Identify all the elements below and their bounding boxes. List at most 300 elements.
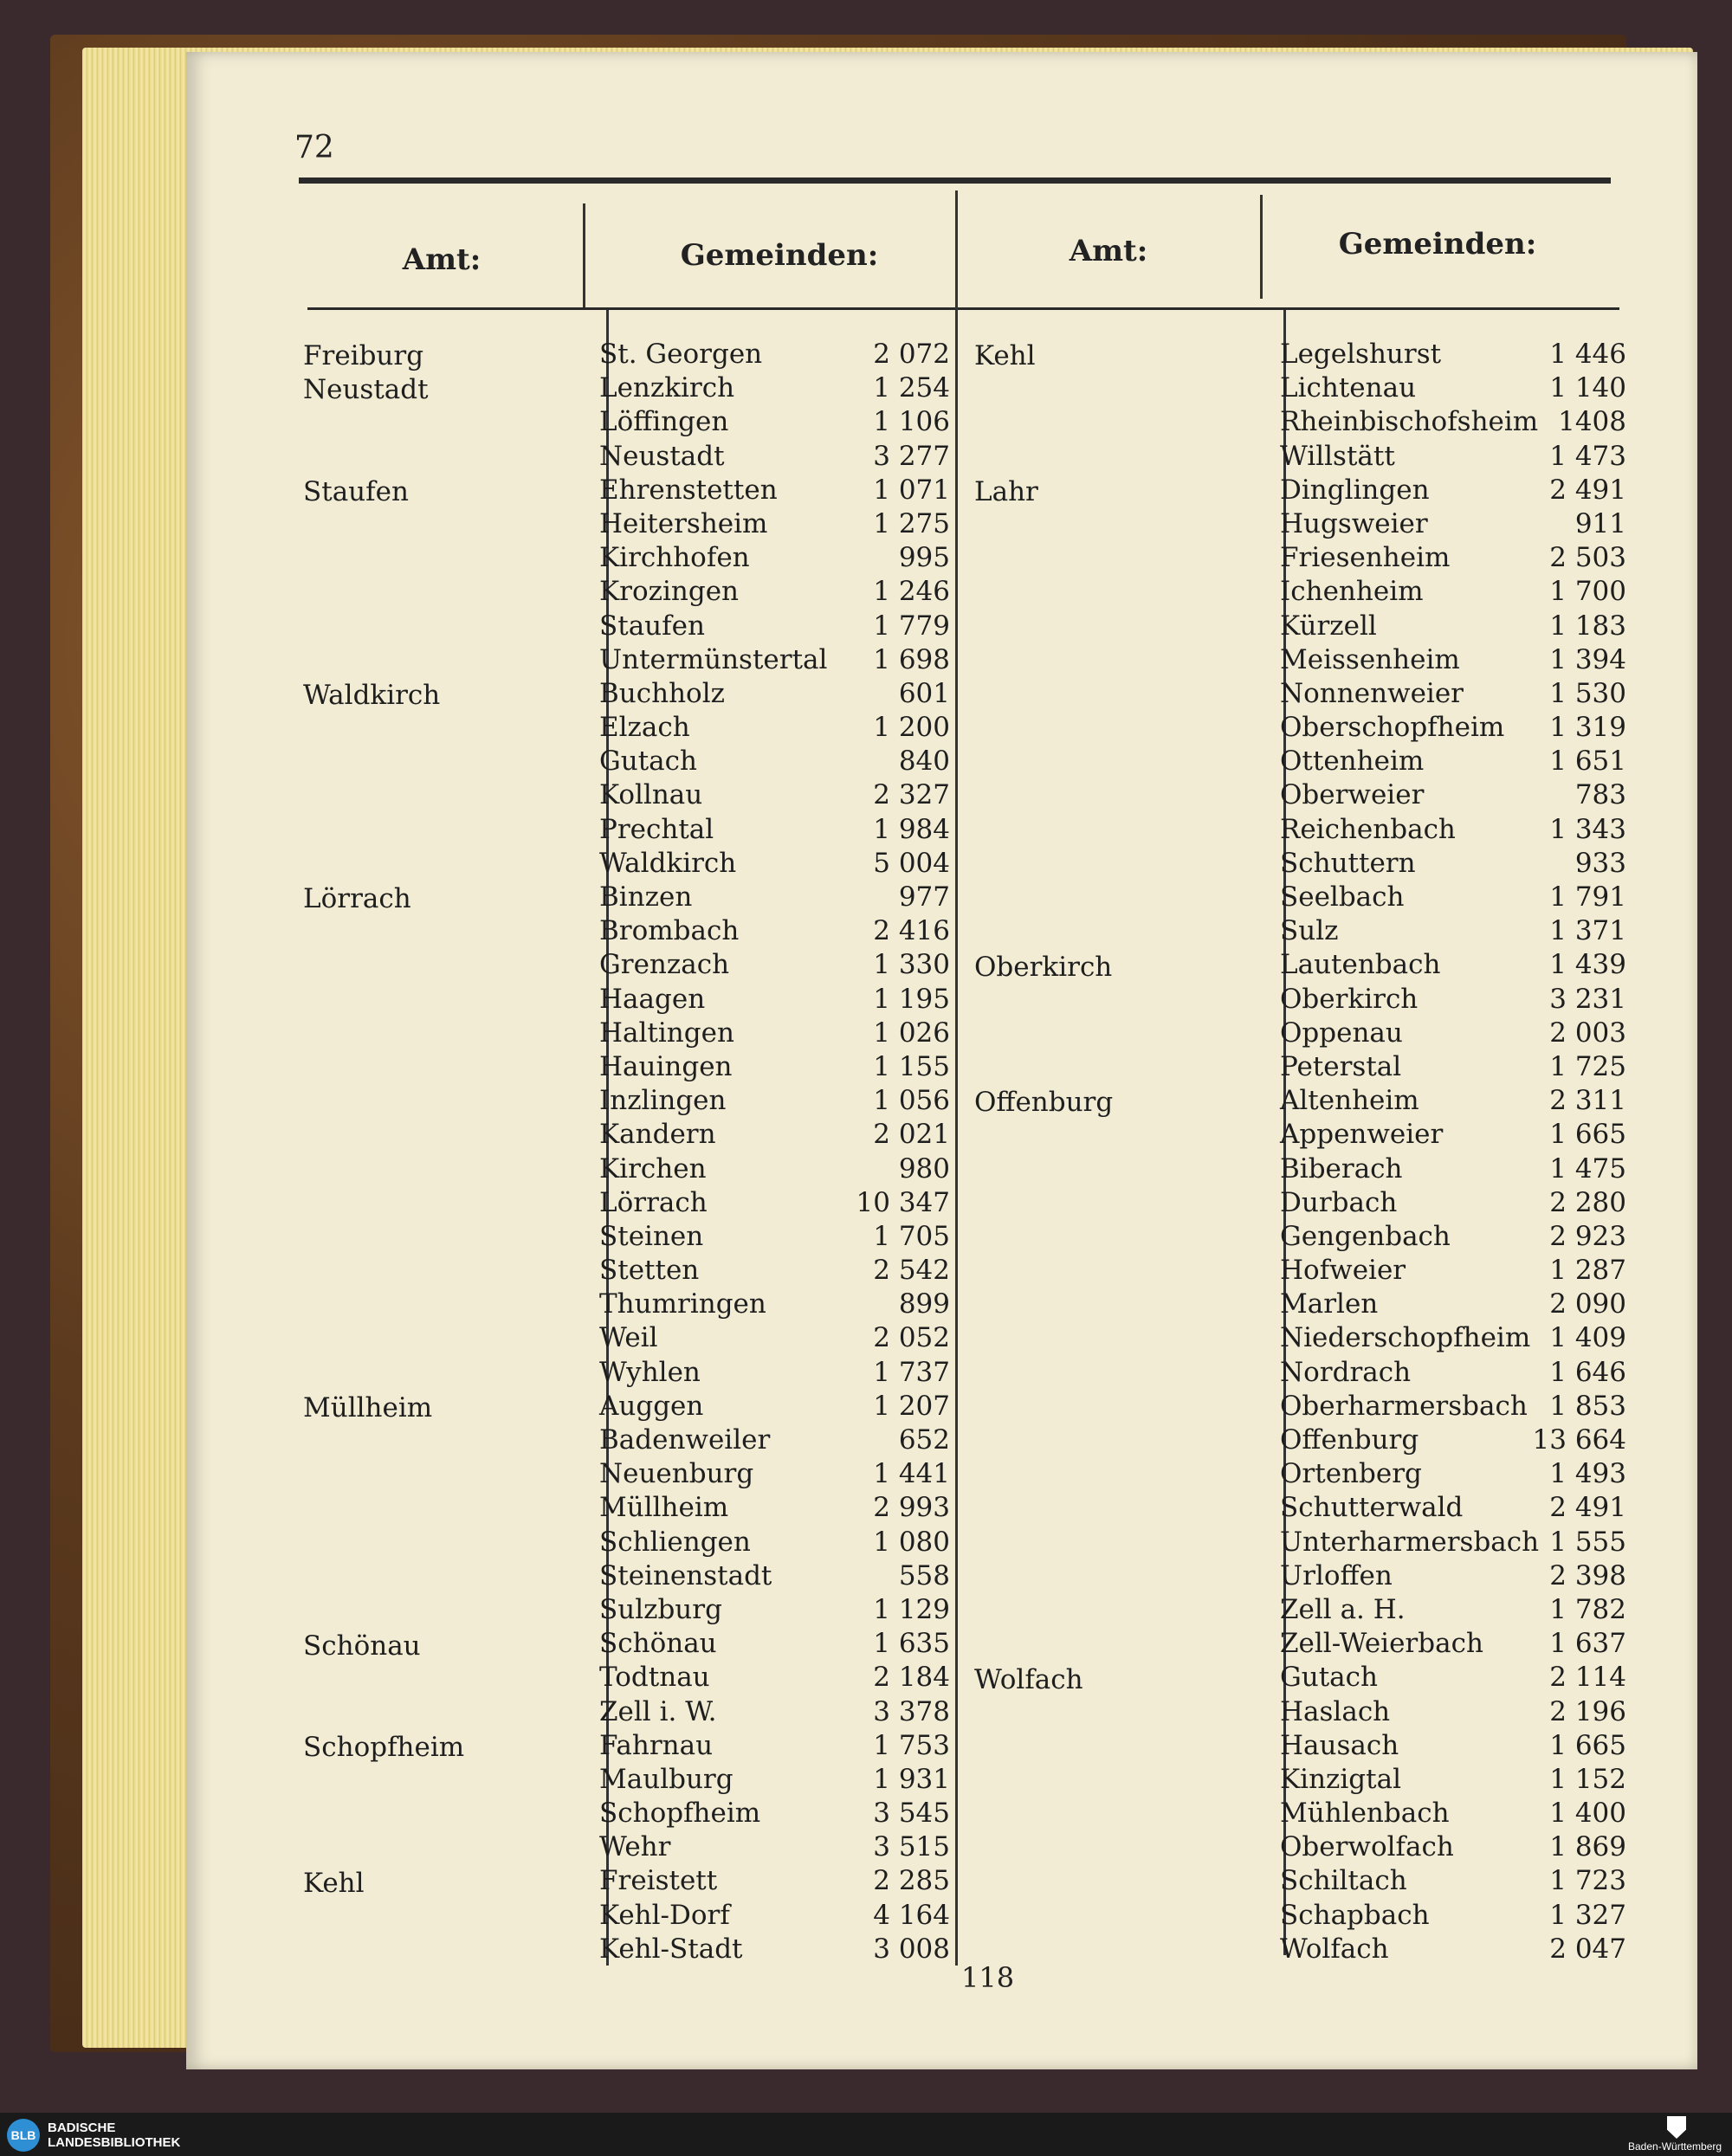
population-value: 911 (1574, 507, 1626, 539)
gemeinde-name: Todtnau (599, 1662, 710, 1694)
population-value: 2 184 (873, 1662, 950, 1694)
gemeinde-name: Zell i. W. (599, 1695, 717, 1727)
gemeinde-name: Hausach (1280, 1729, 1399, 1761)
table-row (1280, 1118, 1626, 1152)
population-value: 1 651 (1549, 746, 1626, 778)
gemeinde-name: Müllheim (599, 1492, 729, 1524)
population-value: 1 635 (873, 1628, 950, 1660)
population-value: 601 (898, 677, 950, 709)
gemeinde-name: Appenweier (1280, 1119, 1444, 1151)
gemeinde-name: Marlen (1280, 1288, 1379, 1320)
population-value: 977 (898, 881, 950, 913)
table-row (1280, 983, 1626, 1017)
gemeinde-name: Gutach (599, 746, 697, 778)
population-value: 3 515 (873, 1831, 950, 1863)
table-row (599, 541, 950, 575)
table-row (1280, 948, 1626, 982)
gemeinde-name: Oberwolfach (1280, 1831, 1454, 1863)
amt-label: Lahr (974, 475, 1038, 507)
population-value: 2 052 (873, 1322, 950, 1354)
population-value: 4 164 (873, 1899, 950, 1931)
table-row (1280, 1729, 1626, 1763)
gemeinde-name: Steinenstadt (599, 1559, 772, 1591)
gemeinde-name: Stetten (599, 1255, 700, 1287)
gemeinde-name: Ortenberg (1280, 1458, 1422, 1490)
gemeinde-name: Badenweiler (599, 1424, 771, 1456)
population-value: 2 003 (1549, 1017, 1626, 1049)
table-row (599, 1220, 950, 1254)
gemeinde-name: Schapbach (1280, 1899, 1430, 1931)
population-value: 558 (898, 1559, 950, 1591)
gemeinde-name: Löffingen (599, 406, 729, 438)
table-row (599, 1661, 950, 1694)
table-row (599, 1695, 950, 1729)
table-row (1280, 1763, 1626, 1797)
gemeinde-name: Offenburg (1280, 1424, 1419, 1456)
table-row (1280, 1593, 1626, 1627)
table-row (1280, 1017, 1626, 1050)
blb-logo-icon: BLB (7, 2119, 40, 2152)
population-value: 1 637 (1549, 1628, 1626, 1660)
gemeinde-name: Mühlenbach (1280, 1798, 1450, 1830)
population-value: 1 275 (873, 507, 950, 539)
table-row (599, 1390, 950, 1423)
table-row (599, 610, 950, 643)
table-row (599, 1491, 950, 1525)
population-value: 1 705 (873, 1220, 950, 1252)
table-row (599, 813, 950, 847)
gemeinde-name: Oberschopfheim (1280, 712, 1505, 744)
gemeinde-name: Sulzburg (599, 1593, 722, 1625)
gemeinde-name: Ottenheim (1280, 746, 1425, 778)
population-value: 1408 (1558, 406, 1626, 438)
gemeinde-name: Untermünstertal (599, 643, 828, 675)
population-value: 3 008 (873, 1933, 950, 1965)
header-gemeinden-right: Gemeinden: (1338, 227, 1537, 261)
table-row (1280, 440, 1626, 474)
gemeinde-name: Kürzell (1280, 610, 1377, 642)
population-value: 1 473 (1549, 440, 1626, 472)
population-value: 1 869 (1549, 1831, 1626, 1863)
gemeinde-name: Dinglingen (1280, 474, 1430, 506)
table-row (1280, 1661, 1626, 1694)
population-value: 2 542 (873, 1255, 950, 1287)
population-value: 1 155 (873, 1050, 950, 1082)
table-row (599, 1864, 950, 1898)
table-row (599, 881, 950, 914)
table-row (1280, 1186, 1626, 1220)
gemeinde-name: Urloffen (1280, 1559, 1393, 1591)
table-row (599, 1050, 950, 1084)
population-value: 1 106 (873, 406, 950, 438)
amt-label: Freiburg (303, 340, 424, 371)
gemeinde-name: Schuttern (1280, 847, 1416, 879)
amt-label: Staufen (303, 475, 409, 507)
library-name-line1: BADISCHE (48, 2120, 116, 2135)
population-value: 1 056 (873, 1085, 950, 1117)
right-gemeinden-table (1280, 338, 1626, 1966)
population-value: 1 475 (1549, 1152, 1626, 1185)
population-value: 1 026 (873, 1017, 950, 1049)
population-value: 1 207 (873, 1390, 950, 1422)
gemeinde-name: Lörrach (599, 1186, 708, 1218)
population-value: 1 195 (873, 983, 950, 1015)
table-row (1280, 1797, 1626, 1830)
population-value: 1 140 (1549, 372, 1626, 404)
population-value: 1 737 (873, 1356, 950, 1388)
gemeinde-name: Nordrach (1280, 1356, 1412, 1388)
table-row (1280, 1288, 1626, 1321)
amt-label: Schopfheim (303, 1732, 465, 1764)
population-value: 840 (898, 746, 950, 778)
gemeinde-name: Niederschopfheim (1280, 1322, 1531, 1354)
gemeinde-name: Haltingen (599, 1017, 734, 1049)
population-value: 2 491 (1549, 474, 1626, 506)
gemeinde-name: Waldkirch (599, 847, 737, 879)
gemeinde-name: Ehrenstetten (599, 474, 778, 506)
population-value: 1 371 (1549, 915, 1626, 947)
population-value: 652 (898, 1424, 950, 1456)
population-value: 2 993 (873, 1492, 950, 1524)
gemeinde-name: Heitersheim (599, 507, 768, 539)
gemeinde-name: Nonnenweier (1280, 677, 1464, 709)
table-row (599, 778, 950, 812)
population-value: 1 071 (873, 474, 950, 506)
gemeinde-name: Seelbach (1280, 881, 1405, 913)
population-value: 1 330 (873, 949, 950, 981)
population-value: 2 491 (1549, 1492, 1626, 1524)
table-row (599, 1423, 950, 1457)
population-value: 2 196 (1549, 1695, 1626, 1727)
table-row (1280, 677, 1626, 711)
table-row (599, 1254, 950, 1288)
table-row (599, 1729, 950, 1763)
gemeinde-name: Haagen (599, 983, 706, 1015)
table-row (599, 1017, 950, 1050)
gemeinde-name: Thumringen (599, 1288, 766, 1320)
population-value: 1 665 (1549, 1729, 1626, 1761)
population-value: 1 493 (1549, 1458, 1626, 1490)
population-value: 3 545 (873, 1798, 950, 1830)
gemeinde-name: Neuenburg (599, 1458, 754, 1490)
population-value: 2 923 (1549, 1220, 1626, 1252)
gemeinde-name: Grenzach (599, 949, 730, 981)
column-divider-center (955, 190, 958, 1966)
table-row (1280, 1559, 1626, 1593)
gemeinde-name: Meissenheim (1280, 643, 1460, 675)
gemeinde-name: St. Georgen (599, 339, 763, 370)
gemeinde-name: Binzen (599, 881, 693, 913)
population-value: 2 285 (873, 1865, 950, 1897)
population-value: 1 080 (873, 1526, 950, 1558)
gemeinde-name: Schutterwald (1280, 1492, 1464, 1524)
table-row (1280, 474, 1626, 507)
gemeinde-name: Auggen (599, 1390, 704, 1422)
gemeinde-name: Oberkirch (1280, 983, 1419, 1015)
table-row (1280, 1864, 1626, 1898)
population-value: 1 853 (1549, 1390, 1626, 1422)
population-value: 13 664 (1532, 1424, 1626, 1456)
population-value: 783 (1574, 779, 1626, 811)
table-row (1280, 1830, 1626, 1864)
column-divider-left-amt (583, 203, 585, 307)
table-row (599, 1830, 950, 1864)
library-name-line2: LANDESBIBLIOTHEK (48, 2135, 181, 2150)
table-row (1280, 1899, 1626, 1933)
gemeinde-name: Schopfheim (599, 1798, 761, 1830)
table-row (1280, 1627, 1626, 1661)
gemeinde-name: Altenheim (1280, 1085, 1419, 1117)
table-row (1280, 610, 1626, 643)
gemeinde-name: Zell-Weierbach (1280, 1628, 1483, 1660)
table-row (1280, 1423, 1626, 1457)
population-value: 1 791 (1549, 881, 1626, 913)
gemeinde-name: Wehr (599, 1831, 671, 1863)
left-gemeinden-table (599, 338, 950, 1966)
gemeinde-name: Neustadt (599, 440, 725, 472)
header-amt-left: Amt: (402, 242, 481, 277)
table-row (1280, 1152, 1626, 1186)
table-row (599, 847, 950, 881)
table-row (1280, 1321, 1626, 1355)
population-value: 1 400 (1549, 1798, 1626, 1830)
population-value: 1 327 (1549, 1899, 1626, 1931)
table-row (1280, 1491, 1626, 1525)
gemeinde-name: Staufen (599, 610, 705, 642)
gemeinde-name: Fahrnau (599, 1729, 714, 1761)
gemeinde-name: Gengenbach (1280, 1220, 1451, 1252)
gemeinde-name: Biberach (1280, 1152, 1403, 1185)
gemeinde-name: Lichtenau (1280, 372, 1417, 404)
table-row (1280, 1084, 1626, 1118)
population-value: 980 (898, 1152, 950, 1185)
gemeinde-name: Brombach (599, 915, 740, 947)
population-value: 1 530 (1549, 677, 1626, 709)
footer-page-number: 118 (961, 1961, 1015, 1994)
gemeinde-name: Steinen (599, 1220, 704, 1252)
gemeinde-name: Oberweier (1280, 779, 1425, 811)
population-value: 1 646 (1549, 1356, 1626, 1388)
population-value: 1 254 (873, 372, 950, 404)
table-row (599, 1526, 950, 1559)
gemeinde-name: Kinzigtal (1280, 1763, 1401, 1795)
table-row (599, 711, 950, 745)
population-value: 1 753 (873, 1729, 950, 1761)
population-value: 1 779 (873, 610, 950, 642)
population-value: 1 152 (1549, 1763, 1626, 1795)
table-row (599, 507, 950, 541)
table-row (1280, 1220, 1626, 1254)
gemeinde-name: Schönau (599, 1628, 717, 1660)
population-value: 5 004 (873, 847, 950, 879)
gemeinde-name: Friesenheim (1280, 542, 1451, 574)
table-row (599, 1457, 950, 1491)
table-row (1280, 541, 1626, 575)
gemeinde-name: Hugsweier (1280, 507, 1428, 539)
gemeinde-name: Kehl-Dorf (599, 1899, 730, 1931)
population-value: 2 090 (1549, 1288, 1626, 1320)
population-value: 1 931 (873, 1763, 950, 1795)
gemeinde-name: Weil (599, 1322, 658, 1354)
table-row (1280, 813, 1626, 847)
table-row (1280, 1390, 1626, 1423)
gemeinde-name: Lautenbach (1280, 949, 1441, 981)
table-row (1280, 1933, 1626, 1966)
table-row (599, 575, 950, 609)
gemeinde-name: Kollnau (599, 779, 703, 811)
viewer-footer-bar (0, 2113, 1732, 2156)
population-value: 1 984 (873, 813, 950, 845)
table-row (599, 1321, 950, 1355)
table-row (599, 338, 950, 371)
gemeinde-name: Schiltach (1280, 1865, 1407, 1897)
gemeinde-name: Lenzkirch (599, 372, 735, 404)
population-value: 3 231 (1549, 983, 1626, 1015)
table-row (1280, 745, 1626, 778)
population-value: 1 446 (1549, 339, 1626, 370)
table-row (599, 1627, 950, 1661)
gemeinde-name: Kehl-Stadt (599, 1933, 743, 1965)
amt-label: Müllheim (303, 1392, 433, 1424)
gemeinde-name: Schliengen (599, 1526, 751, 1558)
table-row (1280, 643, 1626, 677)
gemeinde-name: Inzlingen (599, 1085, 727, 1117)
gemeinde-name: Oberharmersbach (1280, 1390, 1528, 1422)
population-value: 2 311 (1549, 1085, 1626, 1117)
population-value: 2 072 (873, 339, 950, 370)
table-row (1280, 711, 1626, 745)
population-value: 1 319 (1549, 712, 1626, 744)
gemeinde-name: Reichenbach (1280, 813, 1456, 845)
gemeinde-name: Wolfach (1280, 1933, 1389, 1965)
gemeinde-name: Gutach (1280, 1662, 1378, 1694)
amt-label: Neustadt (303, 374, 429, 406)
header-amt-right: Amt: (1069, 234, 1148, 268)
gemeinde-name: Unterharmersbach (1280, 1526, 1540, 1558)
population-value: 1 782 (1549, 1593, 1626, 1625)
table-row (1280, 1457, 1626, 1491)
table-row (1280, 507, 1626, 541)
population-value: 1 394 (1549, 643, 1626, 675)
table-row (599, 474, 950, 507)
population-value: 995 (898, 542, 950, 574)
amt-label: Offenburg (974, 1087, 1114, 1119)
amt-label: Waldkirch (303, 680, 441, 711)
gemeinde-name: Peterstal (1280, 1050, 1402, 1082)
population-value: 1 343 (1549, 813, 1626, 845)
population-value: 1 409 (1549, 1322, 1626, 1354)
amt-label: Oberkirch (974, 951, 1113, 983)
population-value: 899 (898, 1288, 950, 1320)
table-row (1280, 914, 1626, 948)
table-row (1280, 1695, 1626, 1729)
population-value: 1 665 (1549, 1119, 1626, 1151)
table-row (1280, 778, 1626, 812)
population-value: 1 555 (1549, 1526, 1626, 1558)
population-value: 3 378 (873, 1695, 950, 1727)
gemeinde-name: Krozingen (599, 576, 740, 608)
gemeinde-name: Durbach (1280, 1186, 1398, 1218)
gemeinde-name: Willstätt (1280, 440, 1395, 472)
column-divider-right-amt (1260, 195, 1263, 299)
table-row (1280, 1254, 1626, 1288)
amt-label: Wolfach (974, 1663, 1083, 1695)
table-row (599, 1288, 950, 1321)
table-row (599, 1084, 950, 1118)
gemeinde-name: Zell a. H. (1280, 1593, 1406, 1625)
population-value: 2 021 (873, 1119, 950, 1151)
gemeinde-name: Kandern (599, 1119, 716, 1151)
table-row (1280, 1050, 1626, 1084)
gemeinde-name: Elzach (599, 712, 690, 744)
table-row (1280, 1356, 1626, 1390)
population-value: 1 698 (873, 643, 950, 675)
table-row (599, 1763, 950, 1797)
table-row (599, 677, 950, 711)
table-row (1280, 371, 1626, 405)
table-row (1280, 575, 1626, 609)
table-row (599, 1118, 950, 1152)
table-row (1280, 881, 1626, 914)
population-value: 1 700 (1549, 576, 1626, 608)
gemeinde-name: Kirchen (599, 1152, 707, 1185)
population-value: 3 277 (873, 440, 950, 472)
gemeinde-name: Ichenheim (1280, 576, 1424, 608)
gemeinde-name: Sulz (1280, 915, 1339, 947)
gemeinde-name: Haslach (1280, 1695, 1391, 1727)
population-value: 2 280 (1549, 1186, 1626, 1218)
table-row (599, 948, 950, 982)
table-row (599, 371, 950, 405)
amt-label: Kehl (303, 1868, 365, 1899)
table-row (599, 643, 950, 677)
table-row (599, 1933, 950, 1966)
population-value: 1 183 (1549, 610, 1626, 642)
table-row (599, 405, 950, 439)
table-header-rule (307, 307, 1619, 310)
amt-label: Lörrach (303, 883, 411, 915)
population-value: 10 347 (856, 1186, 950, 1218)
population-value: 1 200 (873, 712, 950, 744)
population-value: 1 246 (873, 576, 950, 608)
table-row (599, 1899, 950, 1933)
population-value: 1 439 (1549, 949, 1626, 981)
population-value: 2 398 (1549, 1559, 1626, 1591)
population-value: 2 047 (1549, 1933, 1626, 1965)
population-value: 2 503 (1549, 542, 1626, 574)
population-value: 2 327 (873, 779, 950, 811)
table-row (1280, 847, 1626, 881)
gemeinde-name: Kirchhofen (599, 542, 750, 574)
gemeinde-name: Hauingen (599, 1050, 733, 1082)
population-value: 1 723 (1549, 1865, 1626, 1897)
table-row (599, 1797, 950, 1830)
population-value: 1 129 (873, 1593, 950, 1625)
table-row (599, 1356, 950, 1390)
gemeinde-name: Hofweier (1280, 1255, 1406, 1287)
state-name: Baden-Württemberg (1628, 2140, 1722, 2153)
header-gemeinden-left: Gemeinden: (680, 238, 879, 273)
amt-label: Schönau (303, 1630, 421, 1662)
gemeinde-name: Legelshurst (1280, 339, 1442, 370)
table-row (599, 1559, 950, 1593)
gemeinde-name: Freistett (599, 1865, 718, 1897)
table-row (599, 745, 950, 778)
gemeinde-name: Prechtal (599, 813, 714, 845)
table-row (599, 1152, 950, 1186)
table-row (599, 1593, 950, 1627)
population-value: 1 441 (873, 1458, 950, 1490)
